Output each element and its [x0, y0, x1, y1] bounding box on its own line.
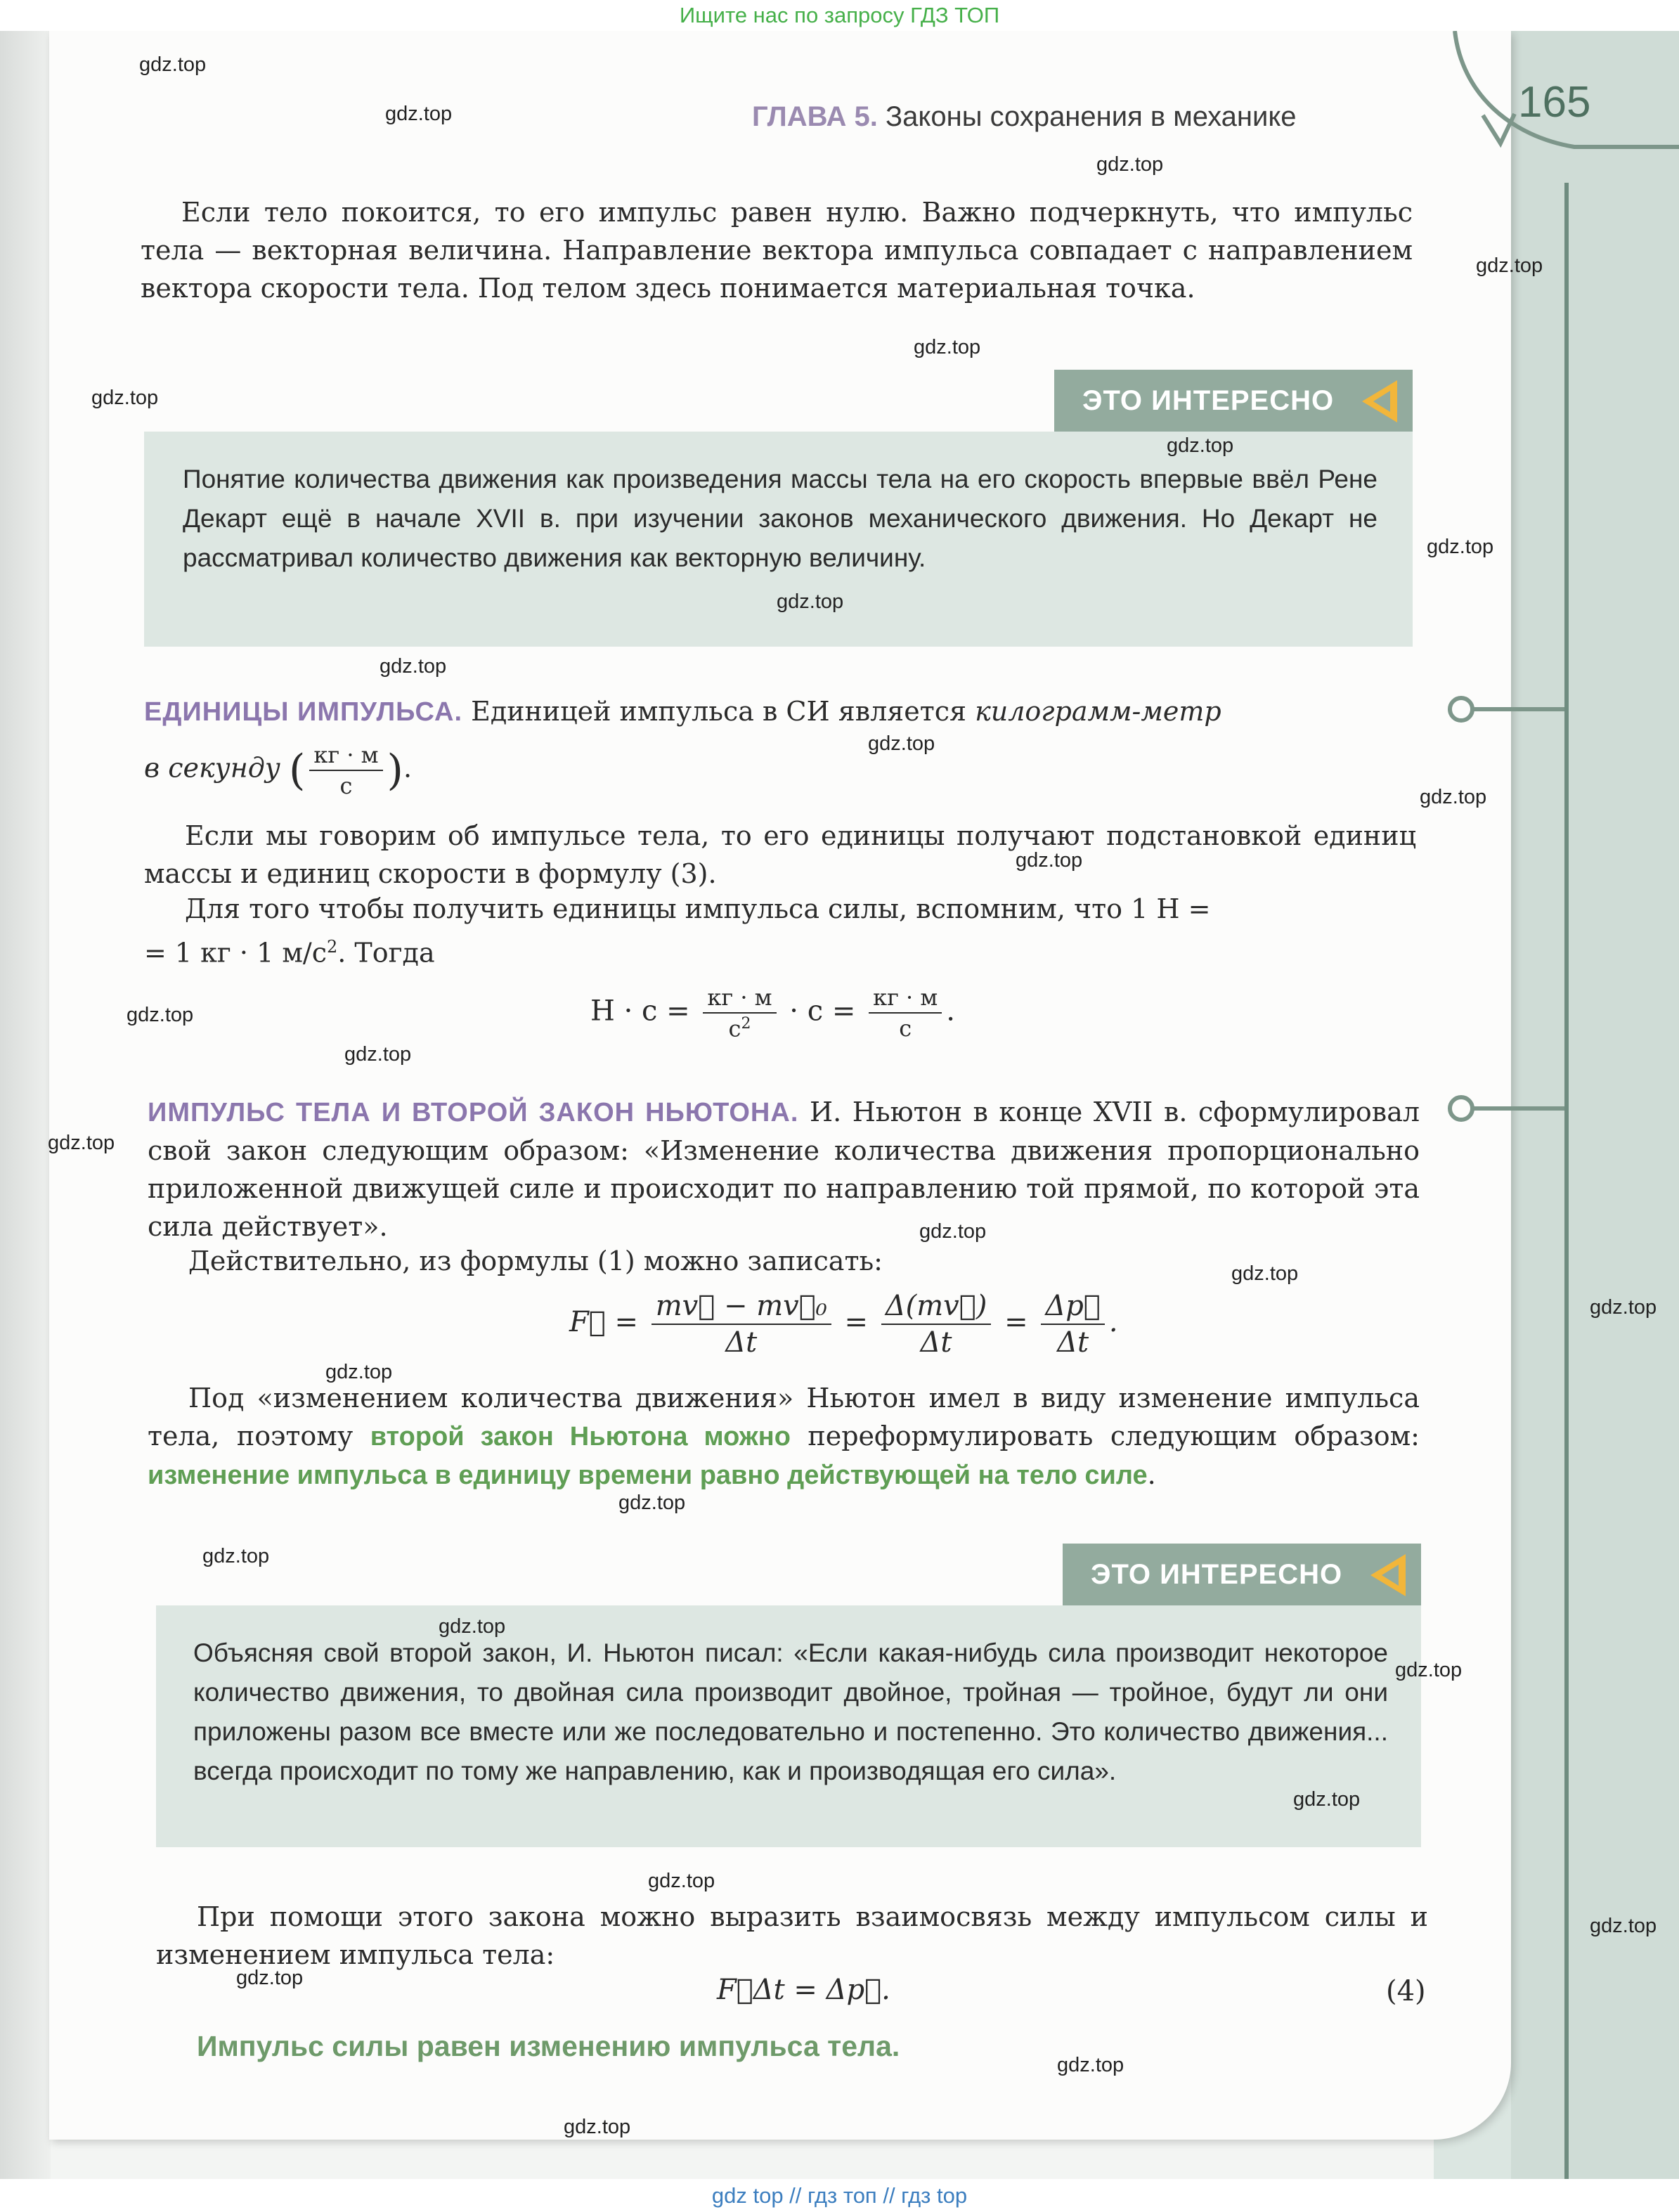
watermark: gdz.top: [344, 1043, 412, 1066]
newton-f3-num: Δp⃗: [1041, 1290, 1105, 1325]
watermark: gdz.top: [1395, 1659, 1463, 1681]
watermark: gdz.top: [1476, 254, 1543, 277]
watermark: gdz.top: [1590, 1915, 1657, 1937]
summary-rule: Импульс силы равен изменению импульса тела.: [197, 2030, 900, 2062]
watermark: gdz.top: [1590, 1296, 1657, 1319]
watermark: gdz.top: [914, 336, 981, 358]
newton-p2: Действительно, из формулы (1) можно записать:: [188, 1246, 883, 1276]
watermark: gdz.top: [1096, 153, 1164, 176]
watermark: gdz.top: [139, 53, 207, 76]
newton-p3: [148, 1379, 1420, 1494]
section-node: [1448, 696, 1474, 723]
node-connector: [1473, 707, 1564, 711]
units-p3a: Для того чтобы получить единицы импульса силы, вспомним, что 1 Н =: [185, 893, 1211, 924]
final-formula: F⃗Δt = Δp⃗.: [717, 1974, 890, 2006]
triangle-icon: [1363, 1551, 1413, 1600]
chapter-number: ГЛАВА 5.: [752, 101, 878, 132]
units-italic-2: в секунду: [144, 752, 280, 784]
units-p3b: = 1 кг · 1 м/с: [144, 937, 327, 969]
watermark: gdz.top: [1427, 536, 1494, 558]
watermark: gdz.top: [1057, 2054, 1124, 2076]
units-f-left: Н · с =: [590, 995, 690, 1028]
section-node: [1448, 1095, 1474, 1122]
watermark: gdz.top: [385, 103, 453, 125]
interesting-label: ЭТО ИНТЕРЕСНО: [1082, 385, 1335, 416]
watermark: gdz.top: [618, 1492, 686, 1514]
watermark: gdz.top: [1293, 1788, 1361, 1811]
triangle-icon: [1355, 377, 1404, 426]
watermark: gdz.top: [127, 1004, 194, 1026]
units-frac-num: кг · м: [309, 742, 382, 771]
final-paragraph: При помощи этого закона можно выразить взаимосвязь между импульсом силы и изменением импульса тела:: [156, 1901, 1428, 1970]
units-p3b-sup: 2: [326, 937, 338, 957]
newton-p3-end: .: [1147, 1459, 1156, 1490]
newton-p3-green: второй закон Ньютона можно: [370, 1422, 791, 1451]
units-f-den2: с: [899, 1015, 912, 1042]
watermark: gdz.top: [1016, 849, 1083, 872]
chapter-header: [752, 101, 1297, 133]
newton-f3-den: Δt: [1057, 1326, 1089, 1359]
units-frac-den: с: [339, 772, 353, 799]
interesting-label-2: ЭТО ИНТЕРЕСНО: [1091, 1559, 1343, 1590]
units-paragraph: [144, 692, 1416, 731]
newton-formula-F: F⃗ =: [569, 1306, 638, 1338]
watermark: gdz.top: [202, 1545, 270, 1567]
newton-f2-den: Δt: [920, 1326, 952, 1359]
intro-paragraph: Если тело покоится, то его импульс равен нулю. Важно подчеркнуть, что импульс тела — векторная величина. Направление вектора импульса совпадает с направлением вектора скорости тела. Под телом здесь понимается материальная точка.: [141, 197, 1413, 304]
units-f-num2: кг · м: [869, 984, 942, 1014]
watermark: gdz.top: [91, 387, 159, 409]
watermark: gdz.top: [1231, 1262, 1299, 1285]
units-f-den1: с: [728, 1015, 741, 1042]
interesting-text-1: Понятие количества движения как произведения массы тела на его скорость впервые ввёл Рене Декарт ещё в начале XVII в. при изучении законов механического движения. Но Декарт не рассматривал количество движения как векторную величину.: [183, 465, 1377, 572]
units-f-end: .: [946, 995, 955, 1028]
newton-heading: ИМПУЛЬС ТЕЛА И ВТОРОЙ ЗАКОН НЬЮТОНА.: [148, 1098, 799, 1127]
page-fold: [0, 31, 51, 2179]
watermark: gdz.top: [868, 732, 935, 755]
watermark: gdz.top: [919, 1220, 987, 1243]
newton-p3b: переформулировать следующим образом:: [808, 1421, 1420, 1451]
units-text: Единицей импульса в СИ является: [471, 696, 966, 727]
equation-number: (4): [1386, 1975, 1426, 2007]
top-banner[interactable]: Ищите нас по запросу ГДЗ ТОП: [0, 0, 1679, 31]
newton-p3a: Под «изменением количества движения» Ньютон имел в виду изменение импульса тела, поэтому: [148, 1383, 1420, 1451]
watermark: gdz.top: [48, 1132, 115, 1154]
watermark: gdz.top: [564, 2116, 631, 2138]
section-line: [1564, 183, 1569, 2179]
newton-f2-num: Δ(mv⃗): [881, 1290, 992, 1325]
units-italic: килограмм-метр: [975, 696, 1221, 727]
side-band-inner: [1511, 31, 1679, 2179]
watermark: gdz.top: [380, 655, 447, 678]
units-fraction-line: в секунду ( $\frac{кг \cdot м}{с}$ ).: [144, 742, 413, 799]
newton-f1-num: mv⃗ − mv⃗₀: [651, 1290, 831, 1325]
watermark: gdz.top: [236, 1967, 304, 1989]
watermark: gdz.top: [439, 1615, 506, 1638]
units-formula: [590, 984, 955, 1042]
watermark: gdz.top: [777, 590, 844, 613]
newton-f1-den: Δt: [725, 1326, 758, 1359]
units-f-num1: кг · м: [703, 984, 776, 1014]
newton-p1-block: [148, 1093, 1420, 1246]
interesting-text-2: Объясняя свой второй закон, И. Ньютон писал: «Если какая-нибудь сила производит некоторое количество движения, то двойная сила производит двойное, тройная — тройное, будут ли они приложены разом все вместе или же последовательно и постепенно. Это количество движения... всегда происходит по тому же направлению, как и производящая его сила».: [193, 1638, 1388, 1785]
watermark: gdz.top: [648, 1870, 715, 1892]
units-heading: ЕДИНИЦЫ ИМПУЛЬСА.: [144, 697, 462, 727]
node-connector: [1473, 1106, 1564, 1111]
watermark: gdz.top: [325, 1361, 393, 1383]
newton-formula: F⃗ = $\frac{\text{mv⃗ − mv⃗₀}}{\Delta t}$ = $\frac{\Delta(mv⃗)}{\Delta t}$ = $\frac{\Delta p⃗}{\Delta t}$ .: [569, 1290, 1118, 1359]
watermark: gdz.top: [1420, 786, 1487, 808]
newton-p3-green-2: изменение импульса в единицу времени равно действующей на тело силе: [148, 1461, 1148, 1490]
newton-p1: И. Ньютон в конце XVII в. сформулировал свой закон следующим образом: «Изменение количества движения пропорционально приложенной движущей силе и происходит по направлению той прямой, по которой эта сила действует».: [148, 1097, 1420, 1242]
page-number: 165: [1518, 78, 1591, 127]
units-p3c: . Тогда: [337, 937, 435, 969]
units-f-den1-sup: 2: [741, 1015, 751, 1033]
bottom-banner[interactable]: gdz top // гдз топ // гдз top: [0, 2179, 1679, 2212]
units-p3b-line: [144, 928, 847, 972]
units-p2: Если мы говорим об импульсе тела, то его единицы получают подстановкой единиц массы и единиц скорости в формулу (3).: [144, 820, 1416, 889]
chapter-title: Законы сохранения в механике: [886, 101, 1297, 132]
watermark: gdz.top: [1167, 434, 1234, 457]
units-f-mid: · с =: [789, 995, 856, 1028]
